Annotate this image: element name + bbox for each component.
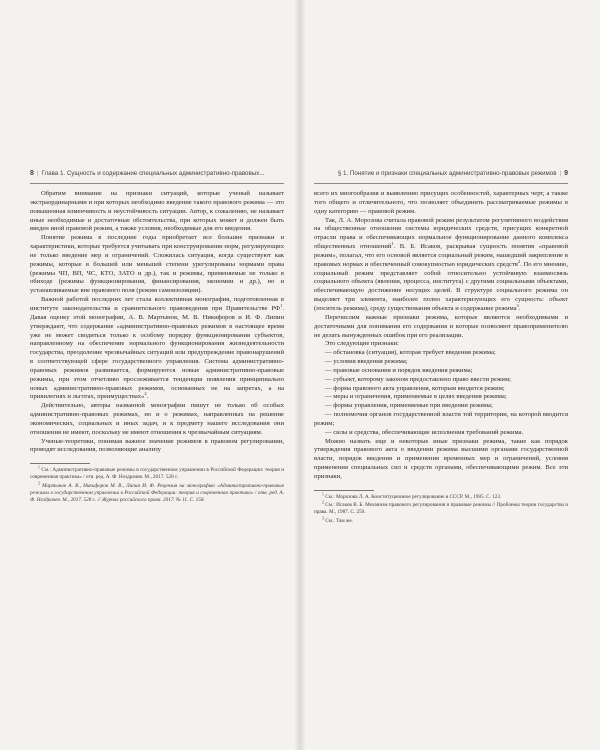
footnote: $^2$ Мартынов А. В., Никифоров М. В., Липин И. Ф. Рецензия на монографию «Административно-правовые режимы в государственном управлении в Российской Федерации: теория и современная практика» / отв. ред. А. Ф. Ноздрачев. М., 2017. 528 с. // Журнал российского права. 2017. № 11. С. 158.: [30, 480, 284, 503]
paragraph: Важной работой последних лет стала коллективная монография, подготовленная в институте законодательства и сравнительного правоведения при Правительстве $РФ^1$. Давая оценку этой монографии, А. В. Мартынов, М. В. Никифоров и И. Ф. Липин утверждают, что содержание «административно-правовых режимов в настоящее время уже не может сводиться только к особому порядку функционирования субъектов, направленному на обеспечение нормального функционирования жизнедеятельности государства, преодоление чрезвычайных ситуаций или предупреждение правонарушений в соответствующей сфере государственного управления. Система административно-правовых режимов развивается, формируются новые административно-правовые режимы, при этом отчетливо прослеживается тенденция появления принципиально новых административно-правовых режимов, основанных не на запретах, а на привилегиях и льготах, преимуществах»$^2$.: [30, 296, 284, 401]
list-item: — субъект, которому законом предоставлено право ввести режим;: [325, 375, 511, 383]
list-item: — условия введения режима;: [325, 358, 408, 366]
section-title: § 1. Понятие и признаки специальных административно-правовых режимов: [337, 170, 557, 177]
paragraph: Можно назвать еще и некоторые иные признаки режима, такие как порядок утверждения правового акта о введении режима высшими органами государственной власти, порядок введения и применения временных мер и ограничений, условия применения специальных сил и средств органами, обеспечивающими режим. Все эти признаки,: [314, 437, 568, 480]
running-header-right: § 1. Понятие и признаки специальных административно-правовых режимов | 9: [337, 170, 568, 177]
paragraph: Обратим внимание на признаки ситуаций, которые ученый называет экстраординарными и при которых необходимо введение такого правового режима — это повышенная изменчивость и неустойчивость ситуации. Автор, к сожалению, не называет иные необходимые и достаточные обстоятельства, при которых может и должен быть введен иной правовой режим, а также условия, необходимые для его введения.: [30, 190, 284, 233]
footnote: $^1$ См.: Административно-правовые режимы в государственном управлении в Российской Федерации: теория и современная практика» / отв. ред. А. Ф. Ноздрачев. М., 2017. 528 с.: [30, 465, 285, 481]
body-text-left: [30, 190, 284, 455]
body-text-right: [314, 190, 568, 482]
header-rule-right: [314, 183, 568, 184]
footnote: $^2$ См.: Исаков В. Б. Механизм правового регулирования и правовые режимы // Проблемы теории государства и права. М., 1987. С. 259.: [314, 500, 568, 516]
paragraph: Ученые-теоретики, понимая важное значение режимов в правовом регулировании, проводят исследования, позволяющие анализу: [30, 437, 284, 454]
running-header-left: 8 | Глава 1. Сущность и содержание специальных административно-правовых...: [30, 170, 265, 177]
list-item: — обстановка (ситуация), которая требует введения режима;: [325, 349, 496, 357]
footnote-rule-left: [30, 463, 90, 464]
footnote-mark: 3: [516, 302, 519, 308]
list-item: — полномочия органов государственной власти той территории, на которой вводится режим;: [314, 411, 568, 427]
right-page: [314, 170, 568, 526]
footnote-mark: 1: [280, 302, 283, 308]
header-rule-left: [30, 183, 284, 184]
paragraph: Перечислим важные признаки режима, которые являются необходимыми и достаточными для понимания его содержания и которые позволяют правоприменителю не делать вынужденных ошибок при его реализации.: [314, 313, 568, 339]
footnote-rule-right: [314, 490, 374, 491]
book-gutter: [294, 0, 306, 750]
paragraph: всего их многообразия и выявлению присущих особенностей, характерных черт, а также того общего и отличительного, что позволяет объединить рассматриваемые режимы в одну категорию — правовой режим.: [314, 190, 568, 215]
chapter-title: Глава 1. Сущность и содержание специальных административно-правовых...: [41, 170, 265, 177]
footnotes-left: [30, 467, 284, 503]
footnote-mark: 1: [391, 240, 394, 246]
page-number-left: 8: [30, 170, 34, 177]
page-number-right: 9: [564, 170, 568, 177]
footnotes-right: [314, 494, 568, 525]
footnote-mark: 2: [517, 258, 521, 264]
list-intro: Это следующие признаки:: [325, 340, 399, 348]
paragraph: Так, Л. А. Морозова считала правовой режим результатом регулятивного воздействия на общественные отношения системы юридических средств, присущих конкретной отрасли права и обеспечивающих нормальное функционирование данного комплекса общественных отношений$^1$. В. Б. Исаков, раскрывая сущность понятия «правовой режим», полагал, что его основой является социальный режим, нашедший закрепление в правовых нормах и обеспеченный совокупностью юридических средств$^2$. По его мнению, социальный режим представляет собой относительно устойчивую взаимосвязь социального объекта (явления, процесса, института) с другими социальными объектами, обеспечивающую достижение несущих целей. В структуре социального режима он выделяет три элемента, наиболее полно характеризующих его сущность: объект (носитель режима), среду существования объекта и содержание режима$^3$.: [314, 216, 568, 312]
left-page: [30, 170, 284, 505]
list-item: — меры и ограничения, применяемые в целях введения режима;: [325, 393, 507, 401]
footnote: $^1$ См.: Морозова Л. А. Конституционное регулирование в СССР. М., 1985. С. 123.: [322, 492, 502, 500]
list-item: — формы управления, применяемые при введении режима;: [325, 402, 493, 410]
list-item: — форма правового акта управления, которым вводится режим;: [325, 384, 505, 392]
list-item: — правовые основания и порядок введения режима;: [325, 366, 473, 374]
footnote-mark: 2: [144, 391, 147, 397]
list-item: — силы и средства, обеспечивающие исполнения требований режима.: [325, 428, 524, 436]
paragraph: Действительно, авторы названной монографии пишут не только об особых административно-правовых режимах, но и о режимах, направленных на решение экономических, социальных и иных задач, и к предмету нашего исследования они отношения не имеют, поскольку не имеют отношения к чрезвычайным ситуациям.: [30, 402, 284, 436]
footnote: $^3$ См.: Там же.: [322, 516, 354, 524]
paragraph: Понятие режима в последние годы приобретает все большие признаки и характеристики, которые требуется учитывать при конструировании норм, регулирующих не только введение мер и ограничений. Сложилась ситуация, когда существуют как режимы, которые в большей или меньшей степени урегулированы нормами права (режимы ЧП, ВП, ЧС, КТО, ЗАТО и др.), так и режимы, применяемые не только в обиходе (режимы функционирования, финансирования, экономии и др.), но и устанавливаемые вне правового поля (режим самоизоляции).: [30, 234, 284, 295]
